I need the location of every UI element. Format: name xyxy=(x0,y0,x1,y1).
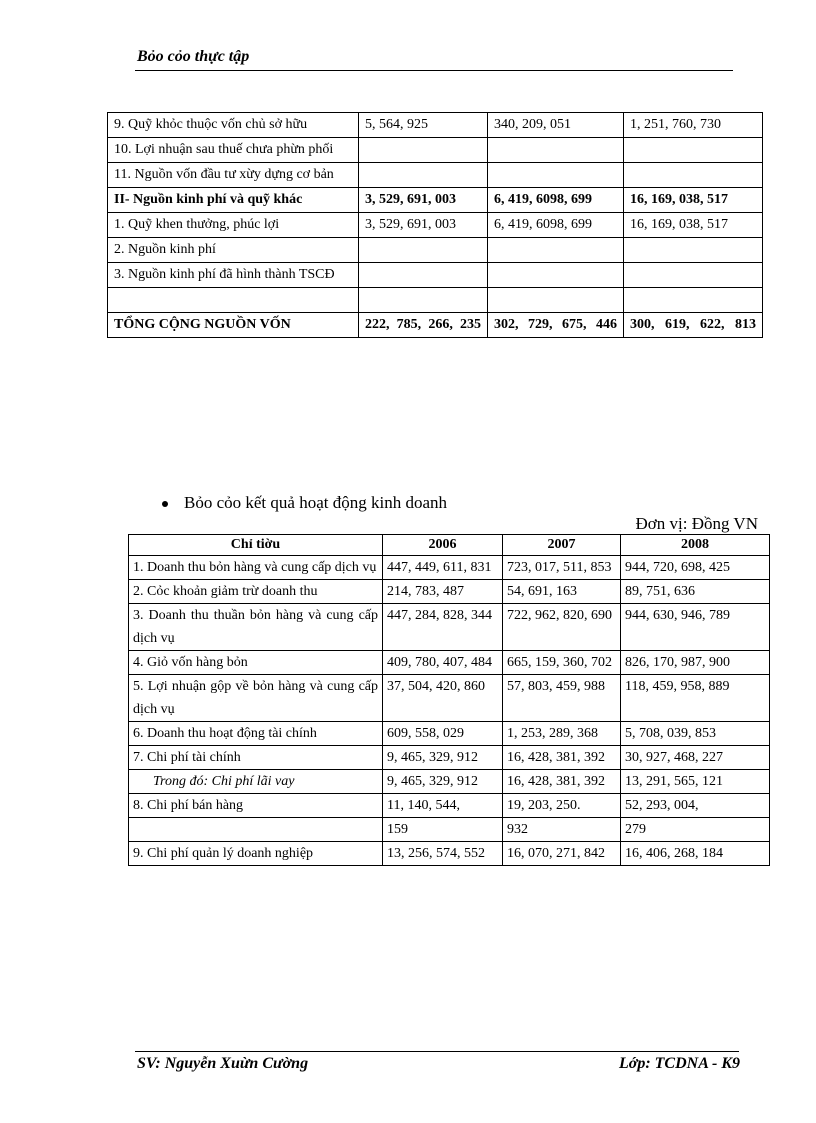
value-cell: 37, 504, 420, 860 xyxy=(383,675,503,722)
value-cell xyxy=(359,138,488,163)
table-header-row xyxy=(129,535,770,556)
value-cell xyxy=(624,263,763,288)
table-row xyxy=(129,651,770,675)
footer-class: Lớp: TCDNA - K9 xyxy=(618,1055,740,1072)
income-heading xyxy=(162,493,447,513)
value-cell: 11, 140, 544, xyxy=(383,794,503,818)
value-cell: 722, 962, 820, 690 xyxy=(503,604,621,651)
balance-sheet-table xyxy=(107,112,763,338)
table-row xyxy=(108,263,763,288)
unit-label: Đơn vị: Đồng VN xyxy=(635,514,758,533)
value-cell: 30, 927, 468, 227 xyxy=(621,746,770,770)
value-cell: 665, 159, 360, 702 xyxy=(503,651,621,675)
table-row xyxy=(129,818,770,842)
table-row xyxy=(108,213,763,238)
row-label: 2. Nguồn kinh phí xyxy=(108,238,359,263)
income-statement-table xyxy=(128,534,770,866)
table-row xyxy=(108,313,763,338)
value-cell xyxy=(488,163,624,188)
value-cell: 54, 691, 163 xyxy=(503,580,621,604)
value-cell: 340, 209, 051 xyxy=(488,113,624,138)
header-rule xyxy=(135,70,733,71)
table-row xyxy=(129,842,770,866)
value-cell: 16, 428, 381, 392 xyxy=(503,746,621,770)
value-cell: 409, 780, 407, 484 xyxy=(383,651,503,675)
value-cell: 57, 803, 459, 988 xyxy=(503,675,621,722)
header-title: Bỏo cỏo thực tập xyxy=(137,48,250,65)
value-cell: 944, 630, 946, 789 xyxy=(621,604,770,651)
value-cell xyxy=(359,163,488,188)
row-label xyxy=(108,288,359,313)
row-label: II- Nguồn kinh phí và quỹ khác xyxy=(108,188,359,213)
value-cell: 1, 251, 760, 730 xyxy=(624,113,763,138)
value-cell: 609, 558, 029 xyxy=(383,722,503,746)
row-label: 11. Nguồn vốn đầu tư xừy dựng cơ bản xyxy=(108,163,359,188)
value-cell: 932 xyxy=(503,818,621,842)
value-cell xyxy=(488,238,624,263)
value-cell: 447, 284, 828, 344 xyxy=(383,604,503,651)
value-cell: 302, 729, 675, 446 xyxy=(488,313,624,338)
row-label: TỔNG CỘNG NGUỒN VỐN xyxy=(108,313,359,338)
value-cell: 5, 564, 925 xyxy=(359,113,488,138)
value-cell: 13, 256, 574, 552 xyxy=(383,842,503,866)
row-label: 4. Giỏ vốn hàng bỏn xyxy=(129,651,383,675)
row-label: 3. Nguồn kinh phí đã hình thành TSCĐ xyxy=(108,263,359,288)
table-row xyxy=(108,238,763,263)
row-label: 1. Quỹ khen thưởng, phúc lợi xyxy=(108,213,359,238)
table-row xyxy=(129,794,770,818)
value-cell: 16, 070, 271, 842 xyxy=(503,842,621,866)
column-header: Chỉ tiờu xyxy=(129,535,383,556)
value-cell xyxy=(359,288,488,313)
value-cell: 3, 529, 691, 003 xyxy=(359,188,488,213)
column-header: 2008 xyxy=(621,535,770,556)
value-cell xyxy=(488,288,624,313)
table-row xyxy=(129,746,770,770)
table-row xyxy=(129,604,770,651)
value-cell xyxy=(359,238,488,263)
table-row xyxy=(129,675,770,722)
value-cell: 723, 017, 511, 853 xyxy=(503,556,621,580)
value-cell xyxy=(624,138,763,163)
income-heading-text: Bỏo cỏo kết quả hoạt động kinh doanh xyxy=(184,493,447,512)
value-cell xyxy=(488,138,624,163)
value-cell: 9, 465, 329, 912 xyxy=(383,746,503,770)
column-header: 2007 xyxy=(503,535,621,556)
value-cell xyxy=(359,263,488,288)
table-row xyxy=(129,580,770,604)
value-cell: 19, 203, 250. xyxy=(503,794,621,818)
value-cell: 5, 708, 039, 853 xyxy=(621,722,770,746)
table-row xyxy=(108,138,763,163)
value-cell: 52, 293, 004, xyxy=(621,794,770,818)
value-cell: 89, 751, 636 xyxy=(621,580,770,604)
value-cell: 279 xyxy=(621,818,770,842)
row-label: 10. Lợi nhuận sau thuế chưa phừn phối xyxy=(108,138,359,163)
value-cell xyxy=(624,163,763,188)
value-cell xyxy=(488,263,624,288)
table-row xyxy=(108,163,763,188)
value-cell: 16, 169, 038, 517 xyxy=(624,213,763,238)
row-label: 9. Quỹ khỏc thuộc vốn chủ sở hữu xyxy=(108,113,359,138)
value-cell: 300, 619, 622, 813 xyxy=(624,313,763,338)
value-cell: 826, 170, 987, 900 xyxy=(621,651,770,675)
value-cell: 13, 291, 565, 121 xyxy=(621,770,770,794)
value-cell: 159 xyxy=(383,818,503,842)
value-cell: 6, 419, 6098, 699 xyxy=(488,213,624,238)
value-cell: 118, 459, 958, 889 xyxy=(621,675,770,722)
row-label: 5. Lợi nhuận gộp về bỏn hàng và cung cấp dịch vụ xyxy=(129,675,383,722)
footer-rule xyxy=(135,1051,739,1052)
table-row xyxy=(129,722,770,746)
row-label: 2. Cỏc khoản giảm trừ doanh thu xyxy=(129,580,383,604)
value-cell: 16, 428, 381, 392 xyxy=(503,770,621,794)
row-label: 7. Chi phí tài chính xyxy=(129,746,383,770)
bullet-icon xyxy=(162,501,168,507)
row-label: 9. Chi phí quản lý doanh nghiệp xyxy=(129,842,383,866)
row-label: Trong đó: Chi phí lãi vay xyxy=(129,770,383,794)
table-row xyxy=(108,288,763,313)
value-cell: 3, 529, 691, 003 xyxy=(359,213,488,238)
value-cell: 16, 169, 038, 517 xyxy=(624,188,763,213)
column-header: 2006 xyxy=(383,535,503,556)
value-cell: 16, 406, 268, 184 xyxy=(621,842,770,866)
row-label: 8. Chi phí bán hàng xyxy=(129,794,383,818)
table-row xyxy=(108,113,763,138)
row-label: 1. Doanh thu bỏn hàng và cung cấp dịch vụ xyxy=(129,556,383,580)
value-cell: 447, 449, 611, 831 xyxy=(383,556,503,580)
value-cell xyxy=(624,238,763,263)
row-label xyxy=(129,818,383,842)
value-cell: 6, 419, 6098, 699 xyxy=(488,188,624,213)
table-row xyxy=(129,770,770,794)
value-cell: 222, 785, 266, 235 xyxy=(359,313,488,338)
value-cell: 944, 720, 698, 425 xyxy=(621,556,770,580)
footer-student: SV: Nguyễn Xuừn Cường xyxy=(137,1055,309,1072)
row-label: 3. Doanh thu thuần bỏn hàng và cung cấp dịch vụ xyxy=(129,604,383,651)
value-cell: 9, 465, 329, 912 xyxy=(383,770,503,794)
row-label: 6. Doanh thu hoạt động tài chính xyxy=(129,722,383,746)
value-cell: 214, 783, 487 xyxy=(383,580,503,604)
value-cell: 1, 253, 289, 368 xyxy=(503,722,621,746)
value-cell xyxy=(624,288,763,313)
table-row xyxy=(129,556,770,580)
table-row xyxy=(108,188,763,213)
